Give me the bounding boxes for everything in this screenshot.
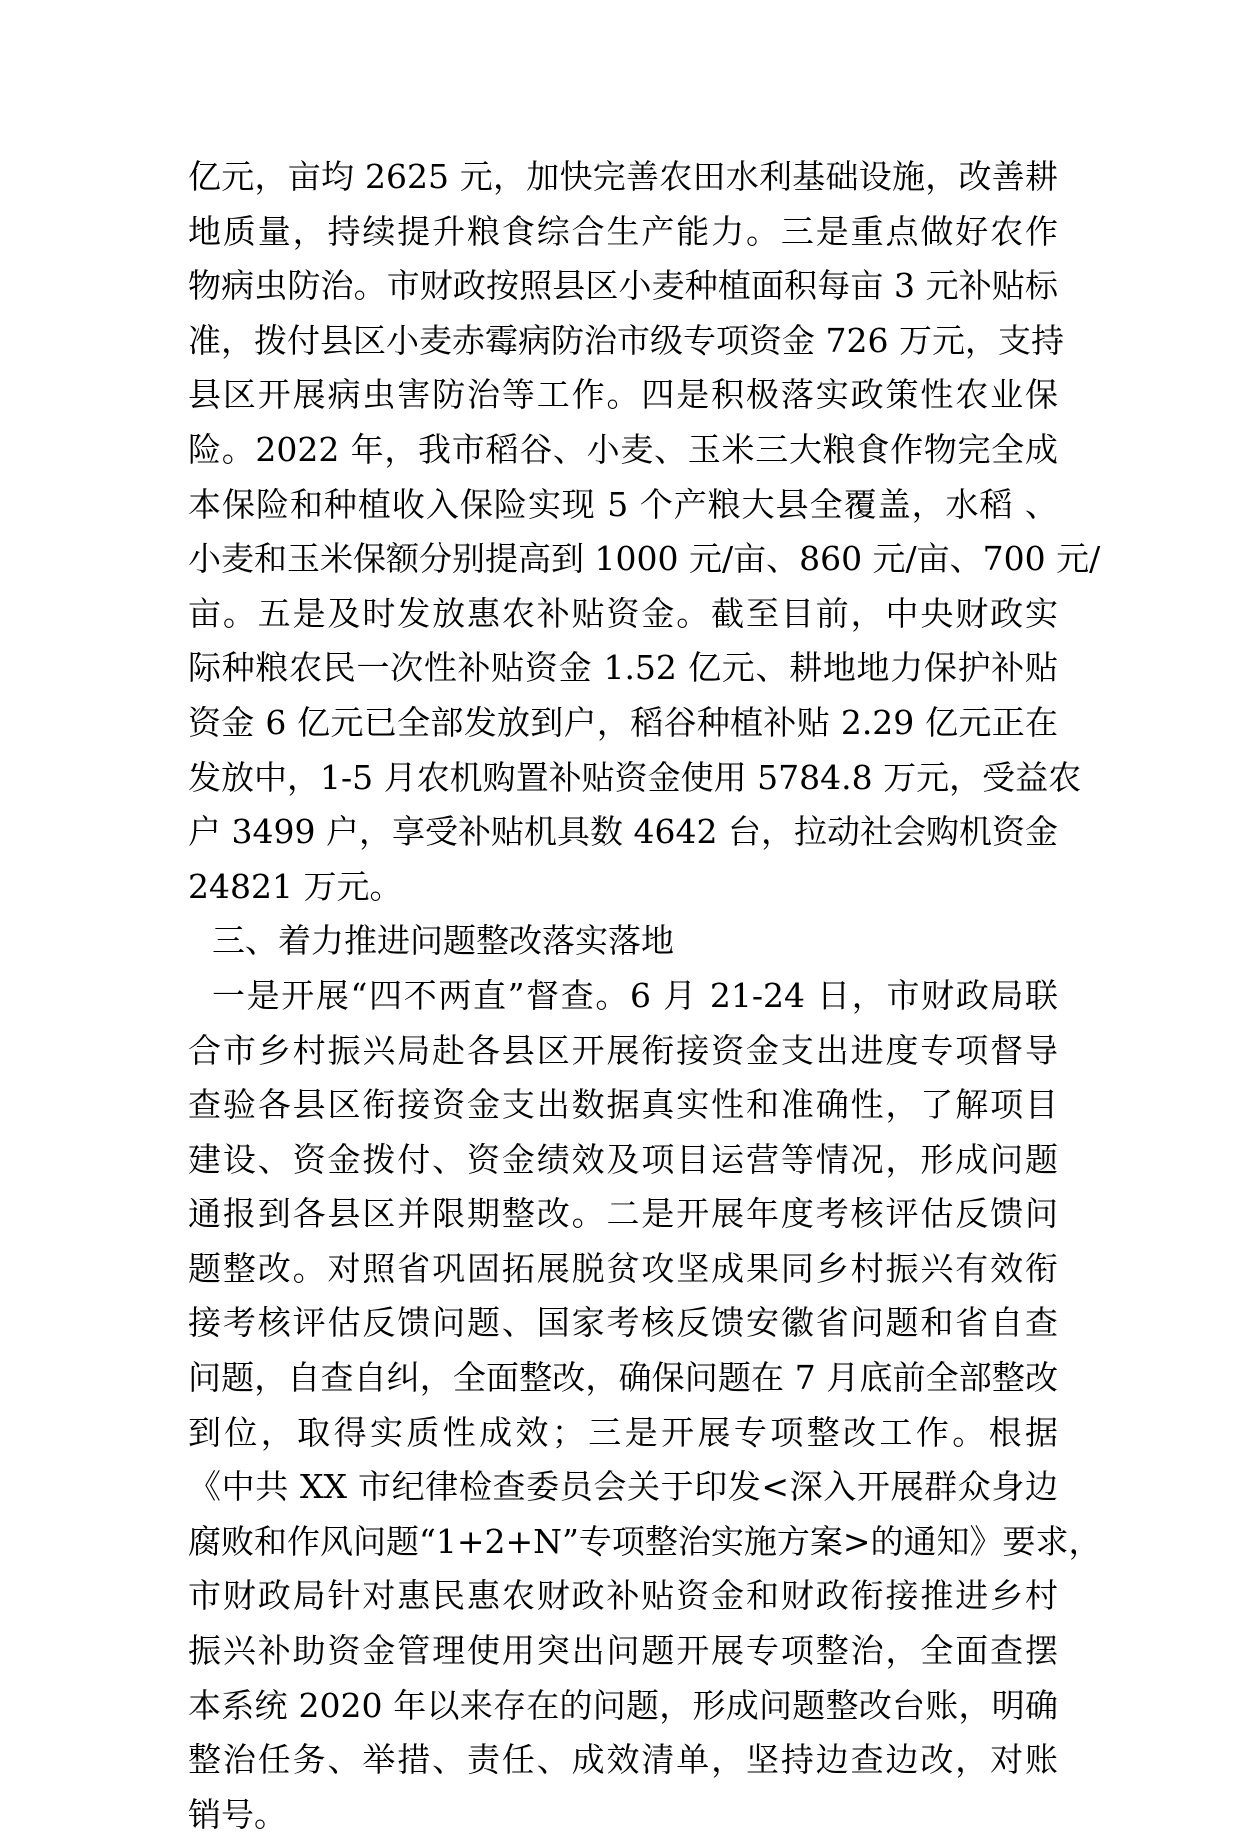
paragraph-1-line: 户 3499 户，享受补贴机具数 4642 台，拉动社会购机资金	[188, 812, 1058, 852]
paragraph-2-line: 整治任务、举措、责任、成效清单，坚持边查边改，对账	[188, 1740, 1058, 1780]
paragraph-2-line: 《中共 XX 市纪律检查委员会关于印发<深入开展群众身边	[188, 1467, 1058, 1507]
paragraph-1-line: 小麦和玉米保额分别提高到 1000 元/亩、860 元/亩、700 元/	[188, 539, 1101, 579]
paragraph-1-line: 准，拨付县区小麦赤霉病防治市级专项资金 726 万元，支持	[188, 320, 1064, 360]
paragraph-1-line: 资金 6 亿元已全部发放到户，稻谷种植补贴 2.29 亿元正在	[188, 702, 1058, 742]
paragraph-2-line: 通报到各县区并限期整改。二是开展年度考核评估反馈问	[188, 1194, 1058, 1234]
paragraph-2-line: 销号。	[188, 1794, 287, 1834]
paragraph-1-line: 发放中，1-5 月农机购置补贴资金使用 5784.8 万元，受益农	[188, 757, 1082, 797]
paragraph-2-line: 本系统 2020 年以来存在的问题，形成问题整改台账，明确	[188, 1685, 1058, 1725]
paragraph-1-line: 亿元，亩均 2625 元，加快完善农田水利基础设施，改善耕	[188, 157, 1058, 196]
paragraph-2-line: 接考核评估反馈问题、国家考核反馈安徽省问题和省自查	[188, 1303, 1058, 1343]
paragraph-2-line: 问题，自查自纠，全面整改，确保问题在 7 月底前全部整改	[188, 1358, 1058, 1398]
paragraph-1-line: 物病虫防治。市财政按照县区小麦种植面积每亩 3 元补贴标	[188, 266, 1058, 306]
paragraph-2-line: 题整改。对照省巩固拓展脱贫攻坚成果同乡村振兴有效衔	[188, 1248, 1058, 1288]
paragraph-2-line: 腐败和作风问题“1+2+N”专项整治实施方案>的通知》要求，	[188, 1521, 1102, 1561]
paragraph-2-line: 合市乡村振兴局赴各县区开展衔接资金支出进度专项督导	[188, 1030, 1058, 1070]
paragraph-1-line: 险。2022 年，我市稻谷、小麦、玉米三大粮食作物完全成	[188, 429, 1058, 469]
paragraph-1-line: 地质量，持续提升粮食综合生产能力。三是重点做好农作	[188, 211, 1058, 251]
paragraph-2-line: 一是开展“四不两直”督查。6 月 21-24 日，市财政局联	[212, 975, 1058, 1015]
paragraph-2-line: 查验各县区衔接资金支出数据真实性和准确性，了解项目	[188, 1085, 1058, 1125]
paragraph-1-line: 县区开展病虫害防治等工作。四是积极落实政策性农业保	[188, 375, 1058, 415]
paragraph-2-line: 到位，取得实质性成效；三是开展专项整改工作。根据	[188, 1412, 1058, 1452]
section-heading: 三、着力推进问题整改落实落地	[212, 921, 674, 961]
body-text	[188, 150, 1102, 1842]
paragraph-1-line: 亩。五是及时发放惠农补贴资金。截至目前，中央财政实	[188, 593, 1058, 633]
paragraph-2-line: 振兴补助资金管理使用突出问题开展专项整治，全面查摆	[188, 1631, 1058, 1671]
paragraph-2-line: 市财政局针对惠民惠农财政补贴资金和财政衔接推进乡村	[188, 1576, 1058, 1616]
paragraph-2-line: 建设、资金拨付、资金绩效及项目运营等情况，形成问题	[188, 1139, 1058, 1179]
paragraph-1-line: 24821 万元。	[188, 866, 403, 906]
paragraph-1-line: 本保险和种植收入保险实现 5 个产粮大县全覆盖，水稻 、	[188, 484, 1058, 524]
paragraph-1-line: 际种粮农民一次性补贴资金 1.52 亿元、耕地地力保护补贴	[188, 648, 1058, 688]
